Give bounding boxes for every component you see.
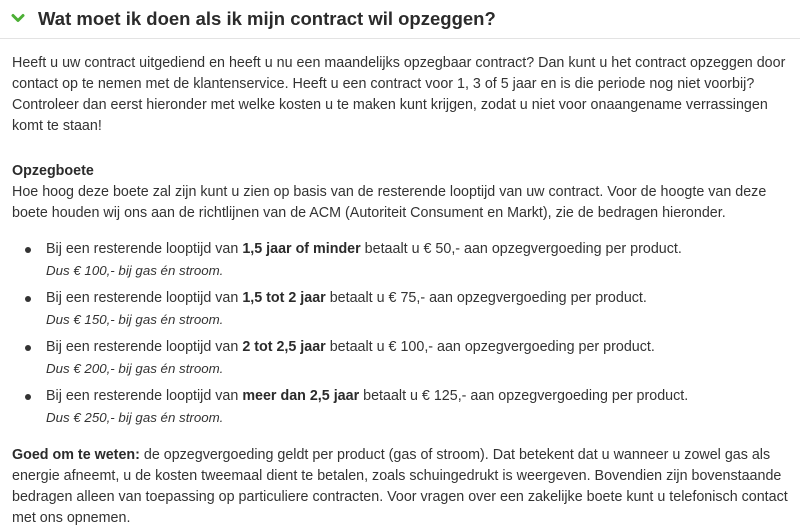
section-title-opzegboete: Opzegboete [12,163,94,179]
fee-prefix: Bij een resterende looptijd van [46,290,243,306]
fee-note: Dus € 250,- bij gas én stroom. [46,410,224,425]
fee-prefix: Bij een resterende looptijd van [46,339,243,355]
fee-suffix: betaalt u € 50,- aan opzegvergoeding per product. [360,241,682,257]
fee-suffix: betaalt u € 75,- aan opzegvergoeding per product. [325,290,647,306]
fee-suffix: betaalt u € 100,- aan opzegvergoeding per product. [325,339,655,355]
closing-text: de opzegvergoeding geldt per product (gas of stroom). Dat betekent dat u wanneer u zowel gas als energie afneemt, u de kosten tweemaal dient te betalen, zoals schuingedrukt is weergeven. Bovendien zijn bovenstaande bedragen alleen van toepassing op particuliere contracten. Voor vragen over een zakelijke boete kunt u telefonisch contact met ons opnemen. [12,447,788,526]
bullet-icon [25,394,31,400]
list-item [12,288,798,331]
fee-prefix: Bij een resterende looptijd van [46,388,243,404]
fee-list [12,239,798,429]
list-item [12,239,798,282]
closing-label: Goed om te weten: [12,447,140,463]
fee-period: meer dan 2,5 jaar [242,388,360,404]
list-item [12,337,798,380]
fee-period: 1,5 jaar of minder [242,241,361,257]
bullet-icon [25,296,31,302]
accordion-title[interactable]: Wat moet ik doen als ik mijn contract wil opzeggen? [38,8,496,29]
fee-period: 1,5 tot 2 jaar [242,290,326,306]
fee-prefix: Bij een resterende looptijd van [46,241,243,257]
intro-paragraph: Heeft u uw contract uitgediend en heeft u nu een maandelijks opzegbaar contract? Dan kunt u het contract opzeggen door contact op te nemen met de klantenservice. Heeft u een contract voor 1, 3 of 5 jaar en is die periode nog niet voorbij? Controleer dan eerst hieronder met welke kosten u te maken kunt krijgen, zodat u niet voor onaangename verrassingen komt te staan! [12,55,786,134]
bullet-icon [25,345,31,351]
bullet-icon [25,247,31,253]
accordion-content [12,53,798,529]
fee-note: Dus € 100,- bij gas én stroom. [46,263,224,278]
fee-suffix: betaalt u € 125,- aan opzegvergoeding per product. [359,388,689,404]
opzegboete-paragraph: Hoe hoog deze boete zal zijn kunt u zien op basis van de resterende looptijd van uw contract. Voor de hoogte van deze boete houden wij ons aan de richtlijnen van de ACM (Autoriteit Consument en Markt), zie de bedragen hieronder. [12,184,767,221]
fee-period: 2 tot 2,5 jaar [242,339,326,355]
closing-paragraph [12,445,798,529]
fee-note: Dus € 200,- bij gas én stroom. [46,361,224,376]
fee-note: Dus € 150,- bij gas én stroom. [46,312,224,327]
chevron-down-icon[interactable] [11,11,25,25]
list-item [12,386,798,429]
accordion-header[interactable] [0,0,800,39]
